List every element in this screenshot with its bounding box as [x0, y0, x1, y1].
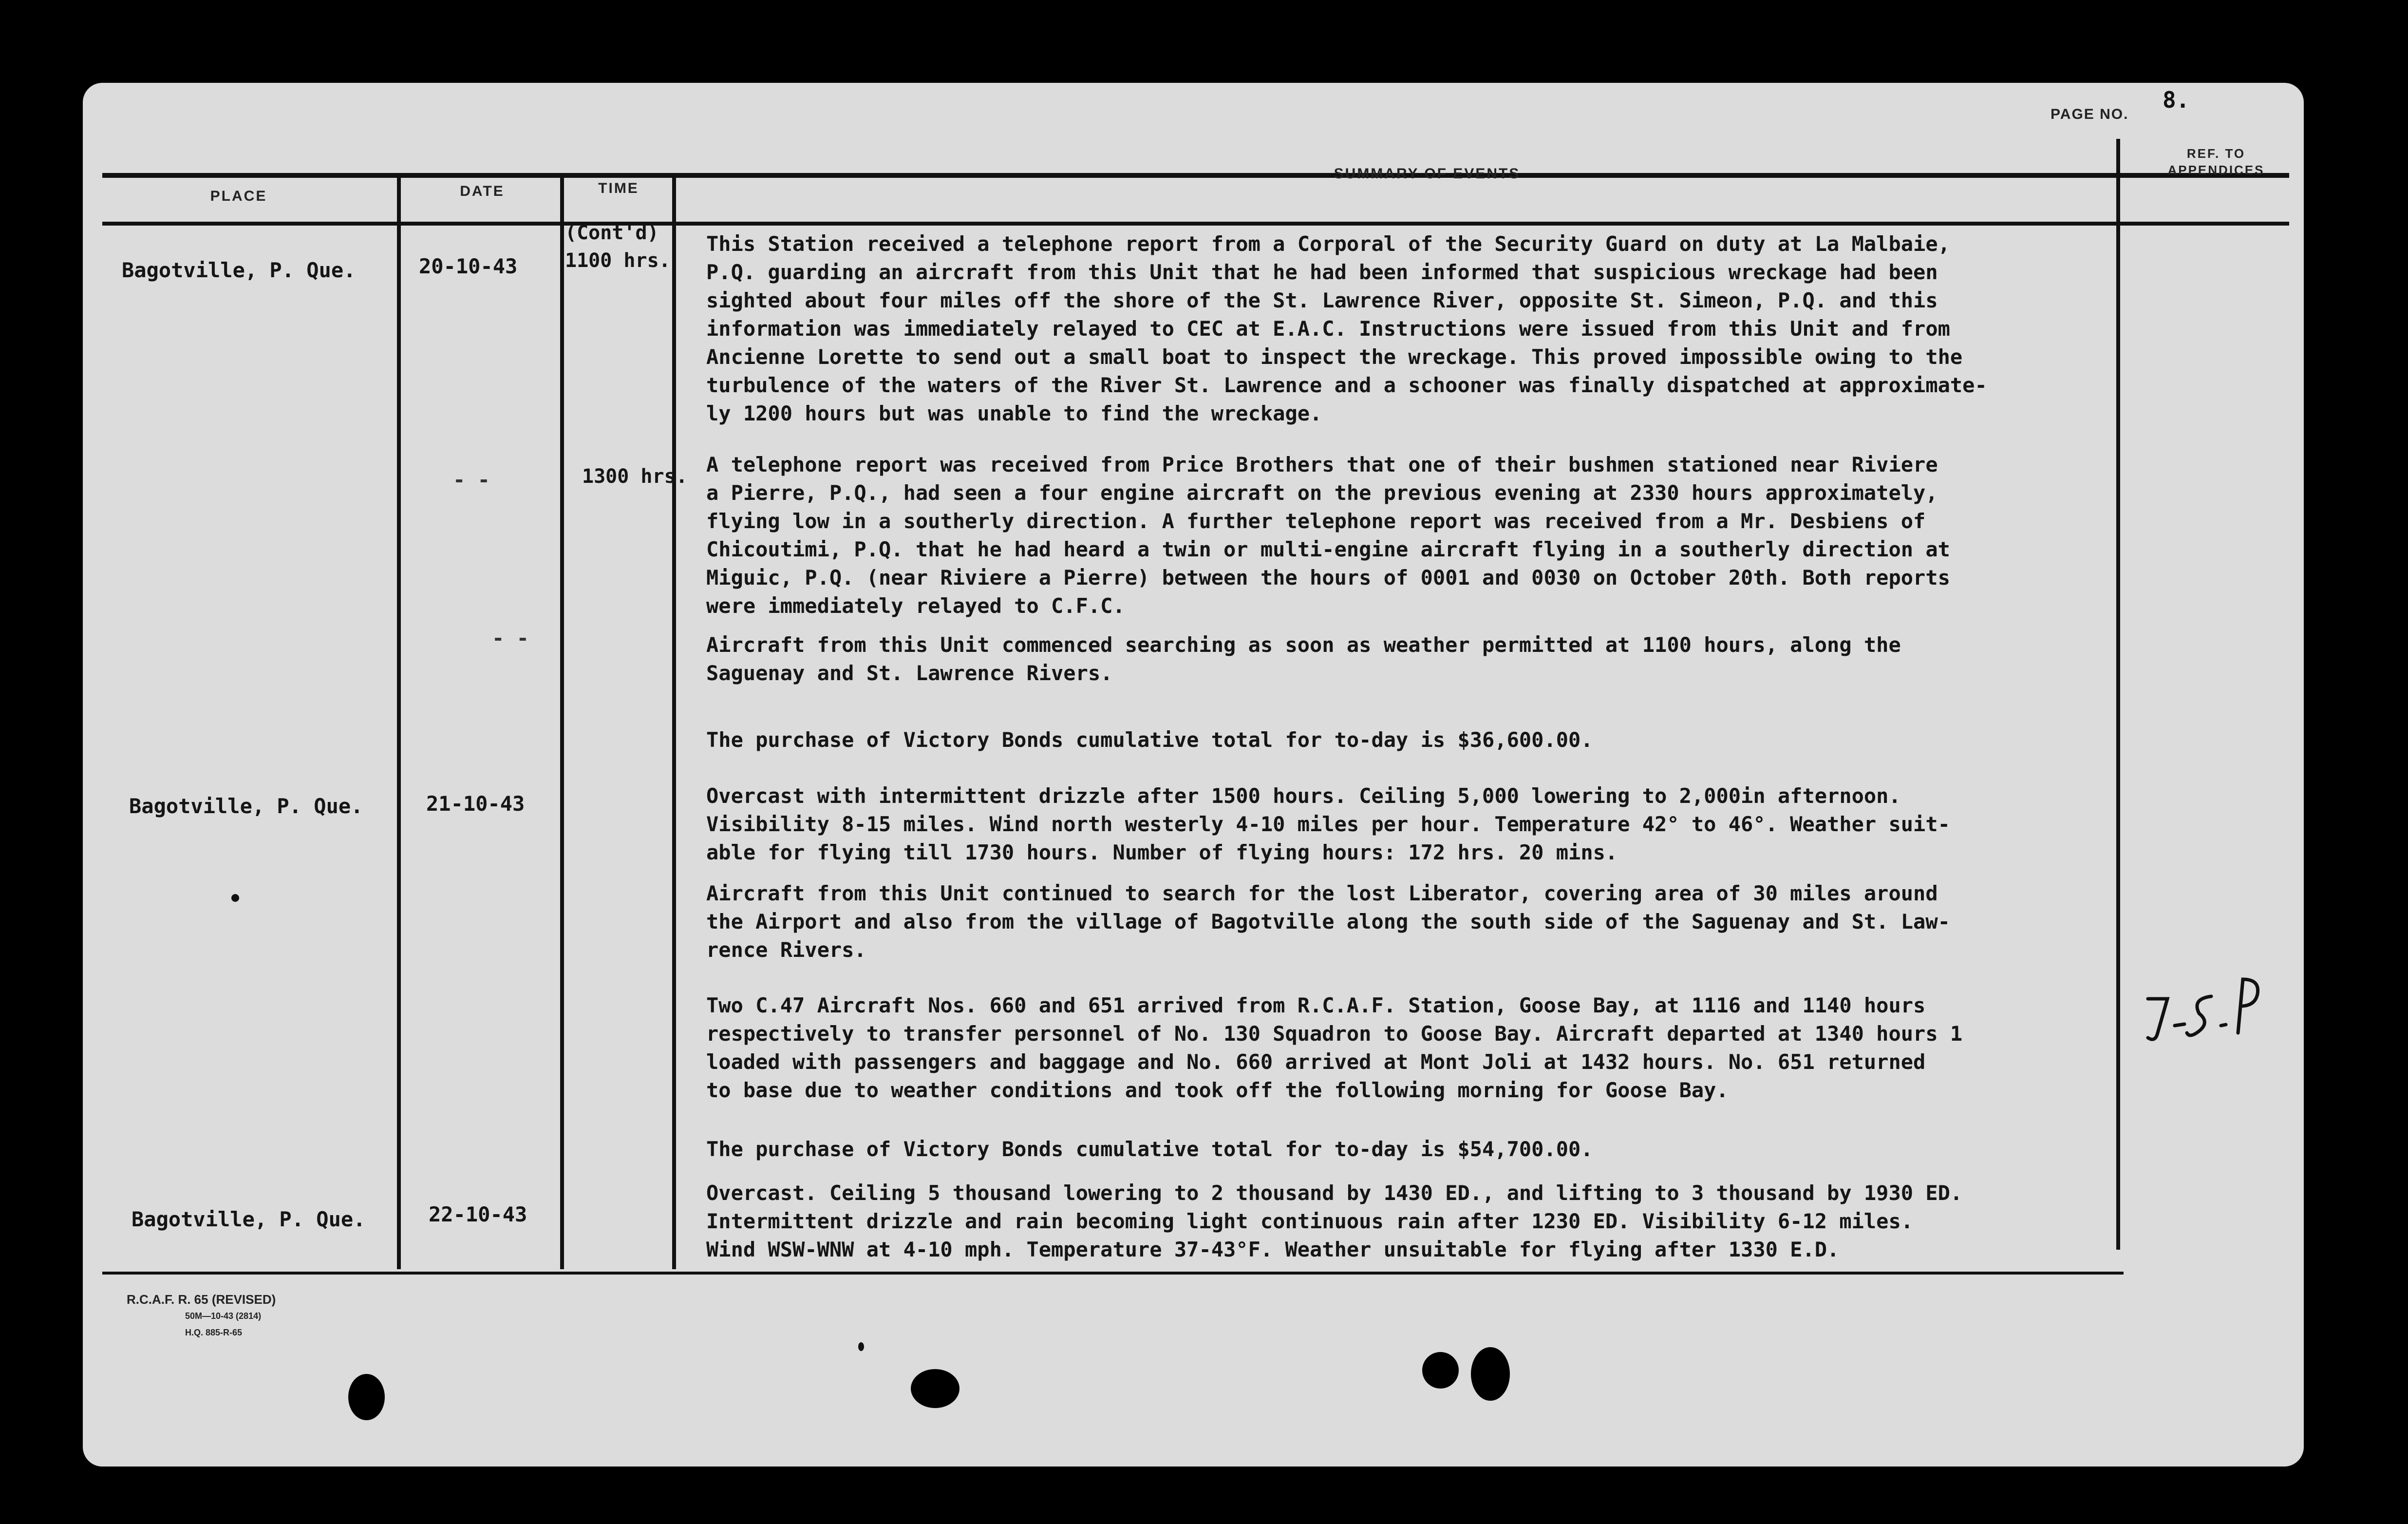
summary-entry: [706, 726, 2114, 754]
binder-hole: [1471, 1347, 1510, 1401]
page-number-value: 8.: [2163, 87, 2190, 113]
summary-line: Ancienne Lorette to send out a small boat to inspect the wreckage. This proved impossible owing to the: [706, 345, 1963, 369]
summary-line: Overcast. Ceiling 5 thousand lowering to 2 thousand by 1430 ED., and lifting to 3 thousand by 1930 ED.: [706, 1181, 1963, 1205]
summary-line: loaded with passengers and baggage and No. 660 arrived at Mont Joli at 1432 hours. No. 651 returned: [706, 1050, 1926, 1074]
summary-entry: [706, 782, 2114, 867]
summary-entry: [706, 451, 2114, 620]
header-top-rule: [102, 173, 2289, 178]
place-cell: Bagotville, P. Que.: [122, 258, 356, 282]
col-heading-ref-line2: APPENDICES: [2167, 163, 2265, 177]
summary-line: Overcast with intermittent drizzle after 1500 hours. Ceiling 5,000 lowering to 2,000in afternoon.: [706, 784, 1901, 808]
time-cell: 1100 hrs.: [565, 249, 671, 272]
col-heading-place: PLACE: [210, 188, 267, 204]
summary-line: Two C.47 Aircraft Nos. 660 and 651 arrived from R.C.A.F. Station, Goose Bay, at 1116 and 1140 hours: [706, 993, 1926, 1017]
summary-entry: [706, 1179, 2114, 1264]
summary-entry: [706, 631, 2114, 687]
summary-line: turbulence of the waters of the River St. Lawrence and a schooner was finally dispatched at approximate-: [706, 373, 1987, 397]
binder-hole: [1422, 1352, 1459, 1389]
summary-line: were immediately relayed to C.F.C.: [706, 594, 1125, 618]
handwritten-initials: [2138, 970, 2265, 1048]
header-bottom-rule: [102, 222, 2289, 226]
form-hq-ref: H.Q. 885-R-65: [185, 1328, 243, 1337]
summary-line: to base due to weather conditions and took off the following morning for Goose Bay.: [706, 1078, 1729, 1102]
summary-line: Wind WSW-WNW at 4-10 mph. Temperature 37-43°F. Weather unsuitable for flying after 1330 E.D.: [706, 1238, 1840, 1261]
summary-line: This Station received a telephone report from a Corporal of the Security Guard on duty at La Malbaie,: [706, 232, 1950, 256]
time-summary-divider: [672, 173, 676, 1269]
speck: [858, 1342, 864, 1351]
summary-line: Visibility 8-15 miles. Wind north westerly 4-10 miles per hour. Temperature 42° to 46°. Weather suit-: [706, 812, 1950, 836]
speck: [231, 894, 239, 902]
place-cell: Bagotville, P. Que.: [132, 1207, 366, 1231]
summary-line: respectively to transfer personnel of No. 130 Squadron to Goose Bay. Aircraft departed at 1340 hours 1: [706, 1022, 1963, 1046]
form-print-run: 50M—10-43 (2814): [185, 1311, 262, 1321]
summary-line: The purchase of Victory Bonds cumulative total for to-day is $54,700.00.: [706, 1137, 1593, 1161]
summary-line: flying low in a southerly direction. A further telephone report was received from a Mr. Desbiens of: [706, 509, 1926, 533]
summary-line: able for flying till 1730 hours. Number of flying hours: 172 hrs. 20 mins.: [706, 840, 1618, 864]
summary-entry: [706, 1135, 2114, 1163]
col-heading-summary: SUMMARY OF EVENTS: [1334, 166, 1521, 182]
summary-line: P.Q. guarding an aircraft from this Unit that he had been informed that suspicious wreckage had been: [706, 260, 1938, 284]
col-heading-time: TIME: [598, 180, 639, 196]
summary-line: A telephone report was received from Price Brothers that one of their bushmen stationed near Riviere: [706, 453, 1938, 476]
place-cell: Bagotville, P. Que.: [129, 794, 363, 818]
date-cell: 21-10-43: [426, 792, 525, 816]
form-identifier: [127, 1291, 276, 1341]
summary-line: Saguenay and St. Lawrence Rivers.: [706, 661, 1113, 685]
date-cell: 20-10-43: [419, 254, 518, 278]
ditto-mark: - -: [453, 468, 490, 492]
col-heading-date: DATE: [460, 183, 505, 199]
summary-ref-divider: [2116, 139, 2120, 1250]
summary-entry: [706, 230, 2114, 428]
time-cell: 1300 hrs.: [582, 465, 688, 488]
date-cell: 22-10-43: [429, 1202, 527, 1226]
bottom-rule: [102, 1272, 2124, 1275]
summary-line: Aircraft from this Unit commenced searching as soon as weather permitted at 1100 hours, along the: [706, 633, 1901, 657]
summary-line: sighted about four miles off the shore of the St. Lawrence River, opposite St. Simeon, P.Q. and this: [706, 288, 1938, 312]
date-time-divider: [560, 173, 564, 1269]
summary-line: information was immediately relayed to CEC at E.A.C. Instructions were issued from this Unit and from: [706, 317, 1950, 341]
binder-hole: [348, 1374, 385, 1420]
summary-line: ly 1200 hours but was unable to find the wreckage.: [706, 401, 1322, 425]
ditto-mark: - -: [492, 626, 529, 650]
summary-line: Miguic, P.Q. (near Riviere a Pierre) between the hours of 0001 and 0030 on October 20th. Both reports: [706, 566, 1950, 590]
summary-line: Aircraft from this Unit continued to search for the lost Liberator, covering area of 30 miles around: [706, 881, 1938, 905]
summary-line: the Airport and also from the village of Bagotville along the south side of the Saguenay and St. Law-: [706, 910, 1950, 933]
summary-entry: [706, 991, 2114, 1105]
summary-line: a Pierre, P.Q., had seen a four engine aircraft on the previous evening at 2330 hours approximately,: [706, 481, 1938, 505]
form-number: R.C.A.F. R. 65 (REVISED): [127, 1292, 276, 1307]
col-heading-ref-line1: REF. TO: [2186, 146, 2246, 161]
summary-line: rence Rivers.: [706, 938, 866, 962]
page-number-label: PAGE NO.: [2051, 106, 2129, 122]
summary-line: The purchase of Victory Bonds cumulative total for to-day is $36,600.00.: [706, 728, 1593, 752]
place-date-divider: [397, 173, 401, 1269]
summary-line: Intermittent drizzle and rain becoming light continuous rain after 1230 ED. Visibility 6-12 miles.: [706, 1209, 1914, 1233]
summary-line: Chicoutimi, P.Q. that he had heard a twin or multi-engine aircraft flying in a southerly direction at: [706, 537, 1950, 561]
time-cell: (Cont'd): [565, 222, 659, 244]
summary-entry: [706, 879, 2114, 964]
binder-hole: [911, 1369, 959, 1408]
